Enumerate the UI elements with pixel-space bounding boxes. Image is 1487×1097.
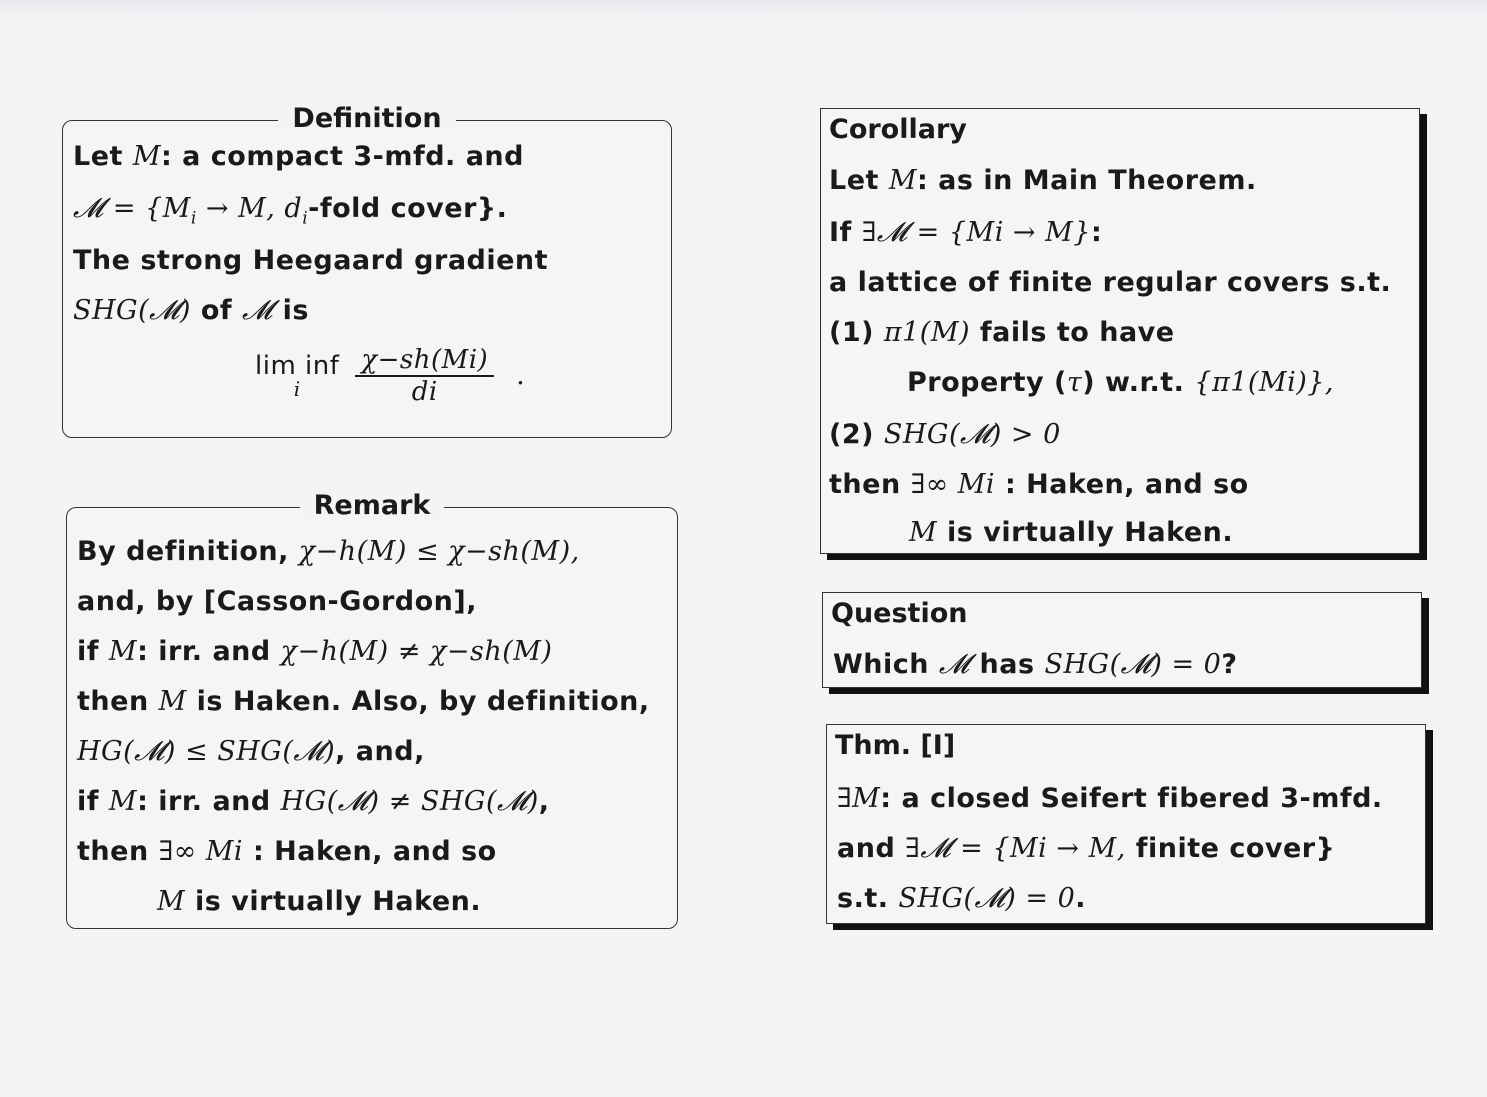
corollary-line-7: then ∃∞ Mi : Haken, and so bbox=[829, 469, 1249, 500]
theorem-line-3: s.t. SHG(𝓜) = 0. bbox=[837, 883, 1087, 914]
corollary-title: Corollary bbox=[829, 114, 967, 145]
theorem-title: Thm. [I] bbox=[835, 730, 956, 761]
remark-line-3: if M: irr. and χ−h(M) ≠ χ−sh(M) bbox=[77, 636, 553, 667]
definition-line-1: Let M: a compact 3-mfd. and bbox=[73, 141, 524, 172]
remark-line-4: then M is Haken. Also, by definition, bbox=[77, 686, 650, 717]
remark-line-6: if M: irr. and HG(𝓜) ≠ SHG(𝓜), bbox=[77, 786, 550, 817]
corollary-line-2: If ∃𝓜 = {Mi → M}: bbox=[829, 217, 1103, 248]
remark-line-5: HG(𝓜) ≤ SHG(𝓜), and, bbox=[77, 736, 425, 767]
question-line-1: Which 𝓜 has SHG(𝓜) = 0? bbox=[833, 649, 1238, 680]
definition-formula: lim inf i $\frac{\chi-sh(Mi)}{di}$ . bbox=[255, 345, 526, 407]
remark-line-2: and, by [Casson-Gordon], bbox=[77, 586, 477, 617]
question-box bbox=[822, 592, 1422, 688]
remark-line-7: then ∃∞ Mi : Haken, and so bbox=[77, 836, 497, 867]
remark-line-8: M is virtually Haken. bbox=[157, 886, 482, 917]
remark-box bbox=[66, 490, 678, 929]
definition-box bbox=[62, 103, 672, 438]
theorem-box bbox=[826, 724, 1426, 924]
definition-line-3: The strong Heegaard gradient bbox=[73, 245, 549, 276]
corollary-line-1: Let M: as in Main Theorem. bbox=[829, 165, 1257, 196]
corollary-line-5: Property (τ) w.r.t. {π1(Mi)}, bbox=[907, 367, 1335, 398]
question-title: Question bbox=[831, 598, 968, 629]
page-top-edge bbox=[0, 0, 1487, 20]
corollary-box bbox=[820, 108, 1420, 554]
corollary-line-4: (1) π1(M) fails to have bbox=[829, 317, 1175, 348]
corollary-line-8: M is virtually Haken. bbox=[909, 517, 1234, 548]
definition-title: Definition bbox=[63, 104, 671, 134]
corollary-line-3: a lattice of finite regular covers s.t. bbox=[829, 267, 1392, 298]
corollary-line-6: (2) SHG(𝓜) > 0 bbox=[829, 419, 1061, 450]
remark-title: Remark bbox=[67, 491, 677, 521]
theorem-line-1: ∃M: a closed Seifert fibered 3-mfd. bbox=[837, 783, 1383, 814]
definition-line-2: 𝓜 = {$M_i \to M$, $d_i$-fold cover}. bbox=[73, 193, 508, 229]
remark-line-1: By definition, χ−h(M) ≤ χ−sh(M), bbox=[77, 536, 580, 567]
theorem-line-2: and ∃𝓜 = {Mi → M, finite cover} bbox=[837, 833, 1336, 864]
definition-line-4: SHG(𝓜) of 𝓜 is bbox=[73, 295, 310, 326]
